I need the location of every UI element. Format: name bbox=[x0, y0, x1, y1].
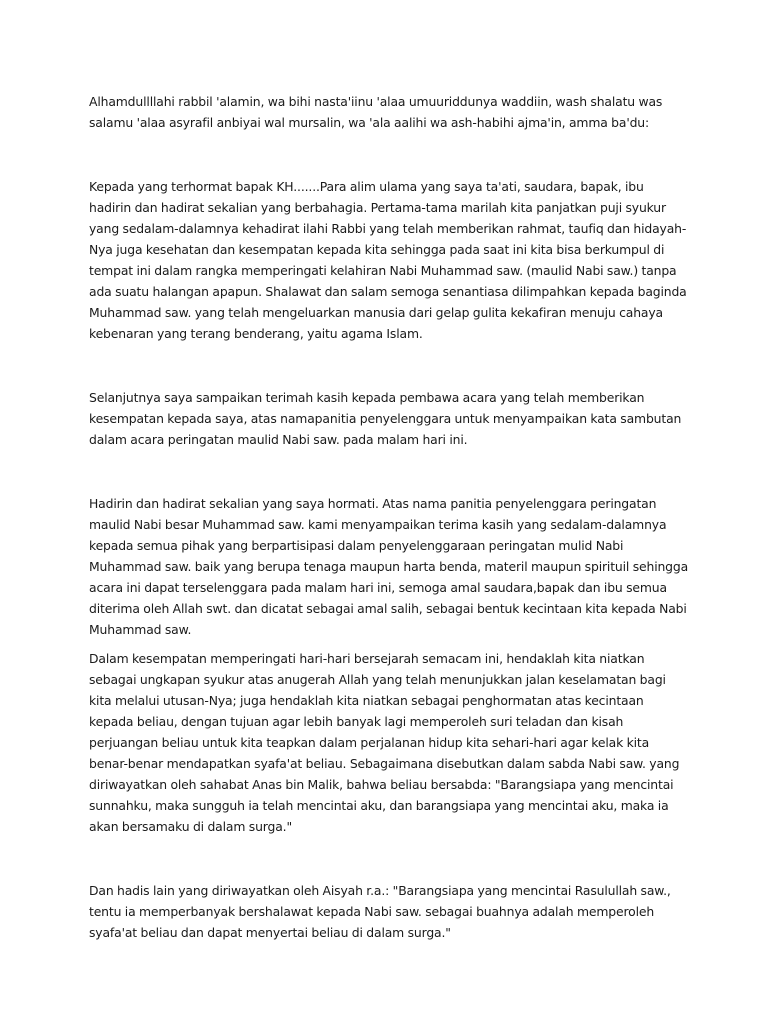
document-body bbox=[89, 91, 689, 943]
greeting-paragraph: Kepada yang terhormat bapak KH.......Para alim ulama yang saya ta'ati, saudara, bapak, ibu hadirin dan hadirat sekalian yang berbahagia. Pertama-tama marilah kita panjatkan puji syukur yang sedalam-dalamnya kehadirat ilahi Rabbi yang telah memberikan rahmat, taufiq dan hidayah-Nya juga kesehatan dan kesempatan kepada kita sehingga pada saat ini kita bisa berkumpul di tempat ini dalam rangka memperingati kelahiran Nabi Muhammad saw. (maulid Nabi saw.) tanpa ada suatu halangan apapun. Shalawat dan salam semoga senantiasa dilimpahkan kepada baginda Muhammad saw. yang telah mengeluarkan manusia dari gelap gulita kekafiran menuju cahaya kebenaran yang terang benderang, yaitu agama Islam. bbox=[89, 179, 687, 341]
intention-paragraph: Dalam kesempatan memperingati hari-hari bersejarah semacam ini, hendaklah kita niatkan sebagai ungkapan syukur atas anugerah Allah yang telah menunjukkan jalan keselamatan bagi kita melalui utusan-Nya; juga hendaklah kita niatkan sebagai penghormatan atas kecintaan kepada beliau, dengan tujuan agar lebih banyak lagi memperoleh suri teladan dan kisah perjuangan beliau untuk kita teapkan dalam perjalanan hidup kita sehari-hari agar kelak kita benar-benar mendapatkan syafa'at beliau. Sebagaimana disebutkan dalam sabda Nabi saw. yang diriwayatkan oleh sahabat Anas bin Malik, bahwa beliau bersabda: "Barangsiapa yang mencintai sunnahku, maka sungguh ia telah mencintai aku, dan barangsiapa yang mencintai aku, maka ia akan bersamaku di dalam surga." bbox=[89, 651, 680, 834]
thanks-participants-paragraph: Hadirin dan hadirat sekalian yang saya hormati. Atas nama panitia penyelenggara peringatan maulid Nabi besar Muhammad saw. kami menyampaikan terima kasih yang sedalam-dalamnya kepada semua pihak yang berpartisipasi dalam penyelenggaraan peringatan mulid Nabi Muhammad saw. baik yang berupa tenaga maupun harta benda, materil maupun spirituil sehingga acara ini dapat terselenggara pada malam hari ini, semoga amal saudara,bapak dan ibu semua diterima oleh Allah swt. dan dicatat sebagai amal salih, sebagai bentuk kecintaan kita kepada Nabi Muhammad saw. bbox=[89, 496, 689, 637]
opening-paragraph: Alhamdullllahi rabbil 'alamin, wa bihi nasta'iinu 'alaa umuuriddunya waddiin, wash shalatu was salamu 'alaa asyrafil anbiyai wal mursalin, wa 'ala aalihi wa ash-habihi ajma'in, amma ba'du: bbox=[89, 94, 663, 130]
thanks-host-paragraph: Selanjutnya saya sampaikan terimah kasih kepada pembawa acara yang telah memberikan kesempatan kepada saya, atas namapanitia penyelenggara untuk menyampaikan kata sambutan dalam acara peringatan maulid Nabi saw. pada malam hari ini. bbox=[89, 390, 682, 447]
hadith-paragraph: Dan hadis lain yang diriwayatkan oleh Aisyah r.a.: "Barangsiapa yang mencintai Rasulullah saw., tentu ia memperbanyak bershalawat kepada Nabi saw. sebagai buahnya adalah memperoleh syafa'at beliau dan dapat menyertai beliau di dalam surga." bbox=[89, 883, 671, 940]
